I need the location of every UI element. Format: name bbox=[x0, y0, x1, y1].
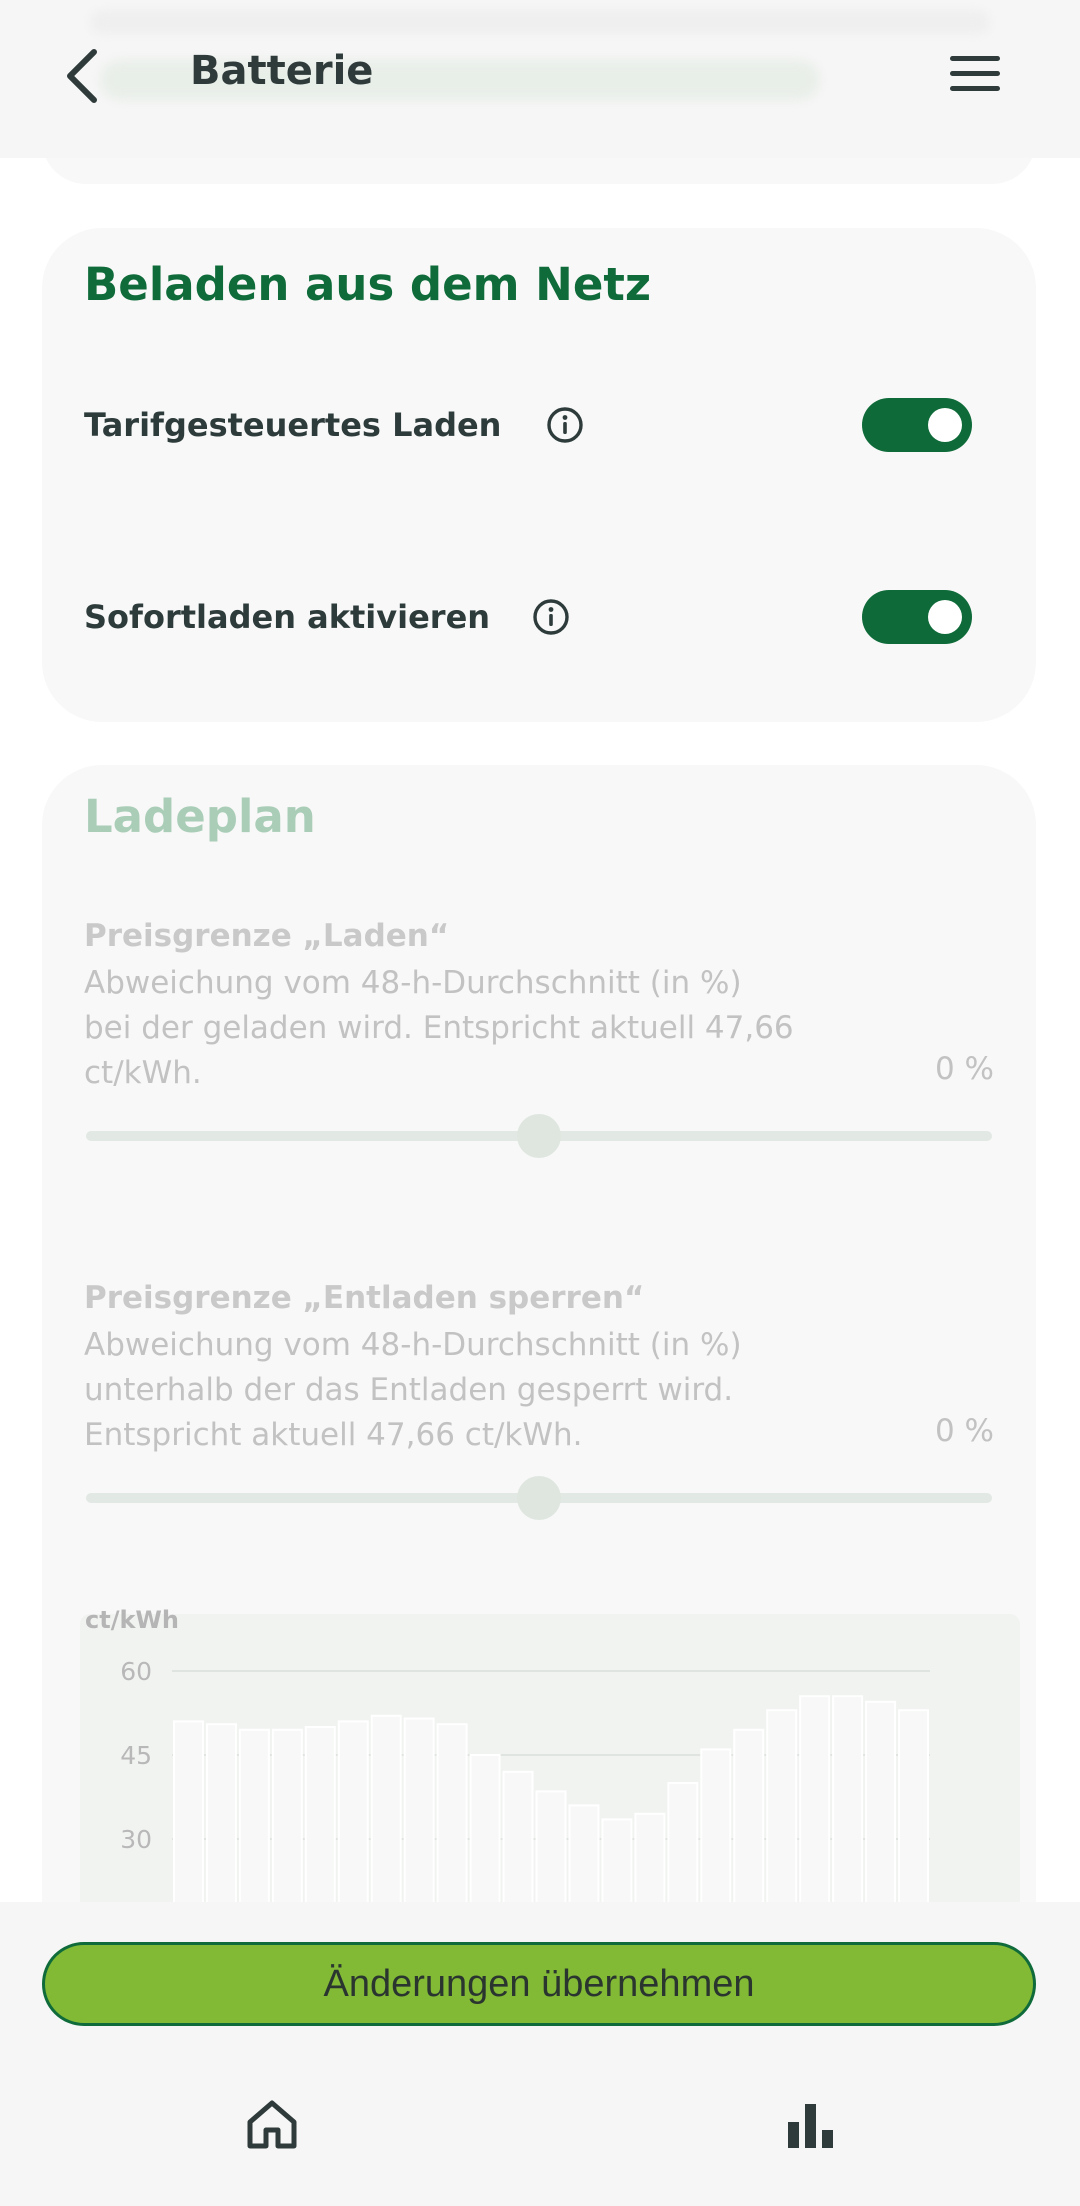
chart-bar bbox=[734, 1730, 763, 1902]
page-title: Batterie bbox=[190, 48, 374, 94]
chart-bar bbox=[767, 1710, 796, 1902]
bottom-bar bbox=[0, 1902, 1080, 2206]
chart-bar bbox=[866, 1702, 895, 1902]
chart-bar bbox=[668, 1783, 697, 1902]
chart-bar bbox=[537, 1791, 566, 1902]
chart-bar bbox=[273, 1730, 302, 1902]
instant-charging-label: Sofortladen aktivieren bbox=[84, 598, 491, 636]
chart-bar bbox=[833, 1696, 862, 1902]
chart-bar bbox=[372, 1716, 401, 1902]
chart-bar bbox=[405, 1719, 434, 1902]
home-icon[interactable] bbox=[246, 2098, 298, 2150]
top-app-bar bbox=[0, 0, 1080, 158]
chart-bar bbox=[602, 1819, 631, 1902]
hamburger-menu-icon[interactable] bbox=[950, 56, 1000, 96]
back-arrow-icon[interactable] bbox=[58, 46, 108, 106]
apply-changes-button[interactable]: Änderungen übernehmen bbox=[42, 1942, 1036, 2026]
chart-bar bbox=[207, 1724, 236, 1902]
y-tick-label: 45 bbox=[120, 1741, 152, 1770]
price-limit-discharge-desc: Abweichung vom 48-h-Durchschnitt (in %) unterhalb der das Entladen gesperrt wird. Entspricht aktuell 47,66 ct/kWh. bbox=[84, 1327, 742, 1453]
chart-bar bbox=[240, 1730, 269, 1902]
price-limit-charge-title: Preisgrenze „Laden“ bbox=[84, 918, 450, 954]
price-limit-charge-desc: Abweichung vom 48-h-Durchschnitt (in %) bei der geladen wird. Entspricht aktuell 47,66 ct/kWh. bbox=[84, 965, 794, 1091]
scrolled-content-ghost bbox=[90, 10, 990, 34]
chart-bar bbox=[701, 1749, 730, 1902]
grid-charging-title: Beladen aus dem Netz bbox=[84, 258, 652, 311]
y-tick-label: 60 bbox=[120, 1657, 152, 1686]
y-tick-label: 30 bbox=[120, 1825, 152, 1854]
price-limit-discharge-title: Preisgrenze „Entladen sperren“ bbox=[84, 1280, 645, 1316]
chart-bar bbox=[504, 1772, 533, 1902]
charge-plan-title: Ladeplan bbox=[84, 790, 316, 843]
chart-bar bbox=[438, 1724, 467, 1902]
price-limit-discharge-value: 0 % bbox=[934, 1413, 994, 1449]
price-limit-charge-value: 0 % bbox=[934, 1051, 994, 1087]
chart-bar bbox=[339, 1721, 368, 1902]
chart-bar bbox=[899, 1710, 928, 1902]
chart-y-unit: ct/kWh bbox=[85, 1606, 179, 1634]
tariff-charging-label: Tarifgesteuertes Laden bbox=[84, 406, 502, 444]
chart-bar bbox=[471, 1755, 500, 1902]
bar-chart-icon[interactable] bbox=[786, 2102, 836, 2148]
chart-bar bbox=[174, 1721, 203, 1902]
chart-bar bbox=[569, 1805, 598, 1902]
chart-bar bbox=[306, 1727, 335, 1902]
chart-bar bbox=[635, 1814, 664, 1902]
chart-bar bbox=[800, 1696, 829, 1902]
